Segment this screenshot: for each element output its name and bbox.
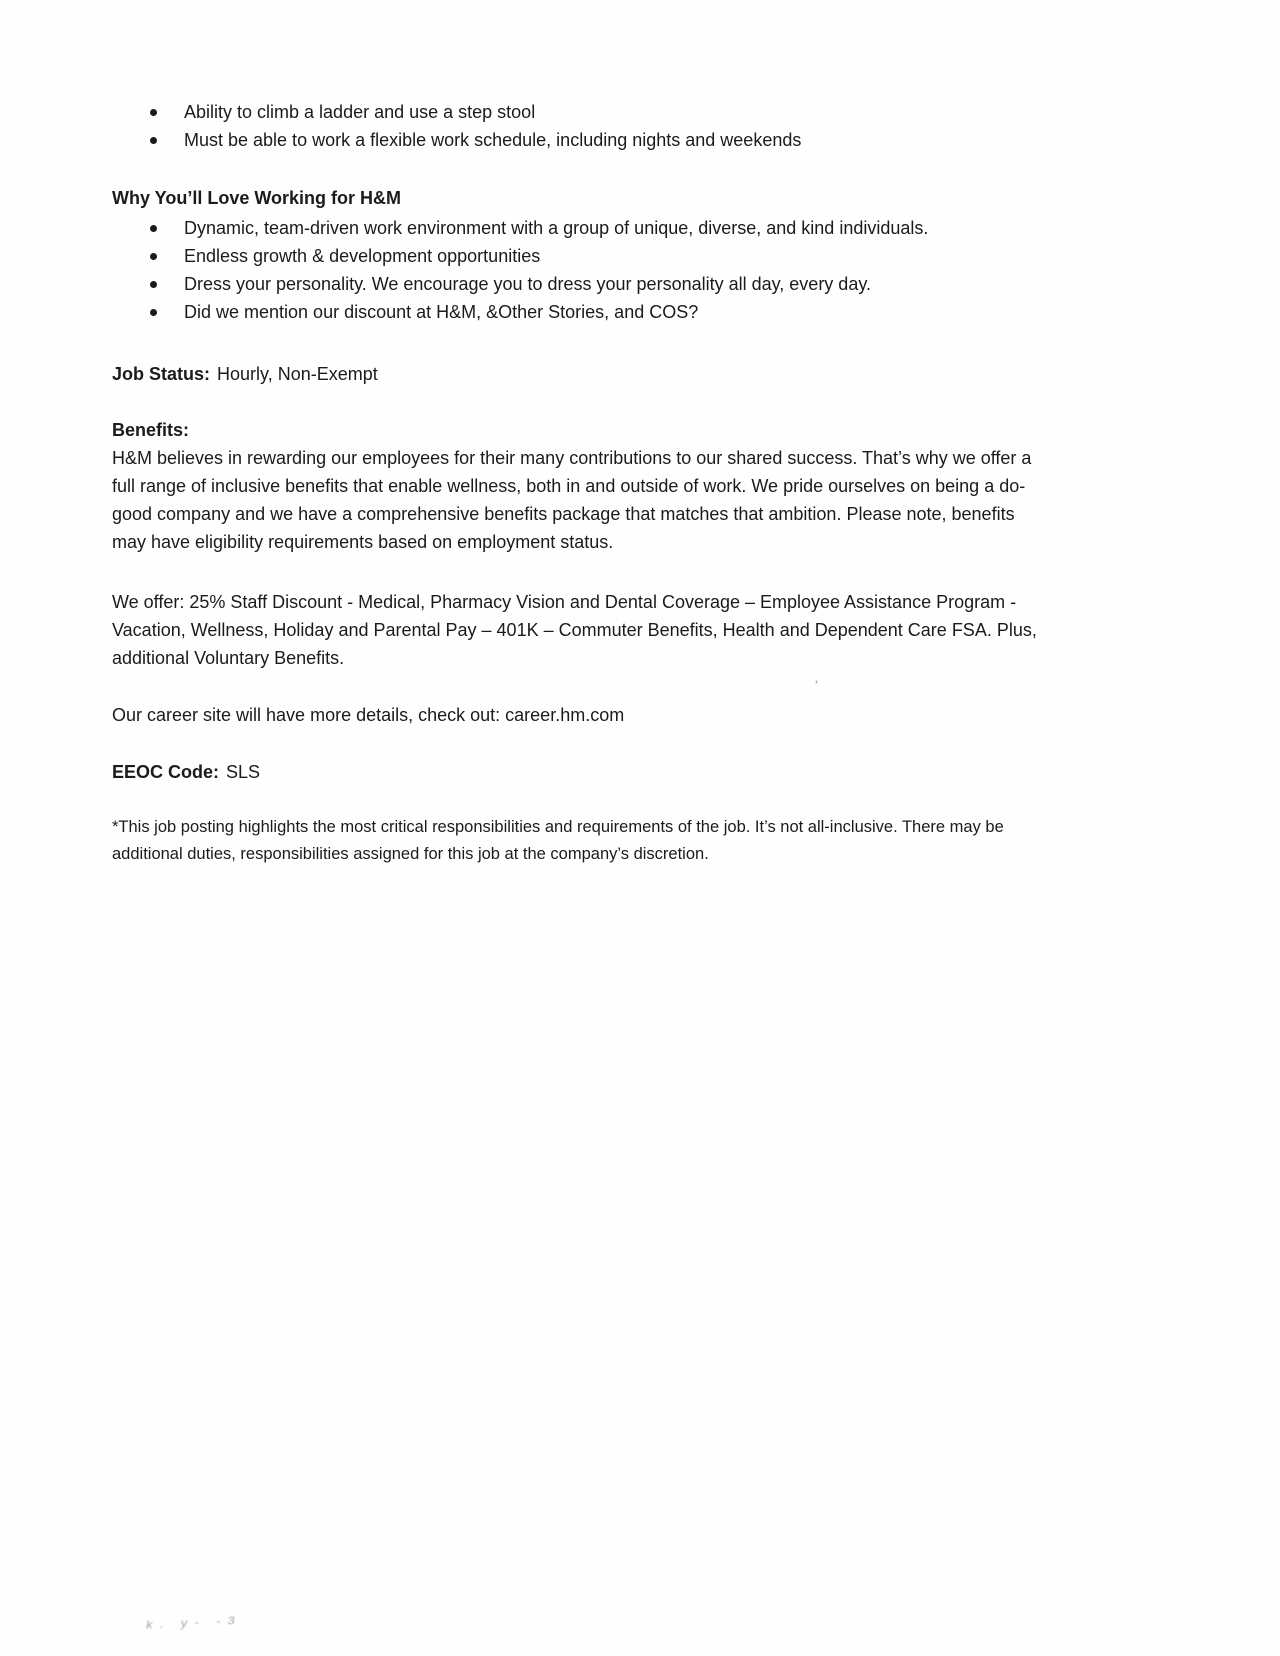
- list-item: [112, 98, 1200, 126]
- handwritten-scribble: k. y- -3: [145, 1613, 243, 1632]
- list-item: [112, 242, 1200, 270]
- section-heading-why-love: Why You’ll Love Working for H&M: [112, 188, 402, 208]
- bullet-dot: [150, 253, 157, 260]
- bullet-dot: [150, 281, 157, 288]
- footnote-line: *This job posting highlights the most critical responsibilities and requirements of the job. It’s not all-inclusive. There may be: [112, 818, 1004, 836]
- job-status-value: Hourly, Non-Exempt: [217, 364, 378, 384]
- list-item: [112, 270, 1200, 298]
- bullet-dot: [150, 225, 157, 232]
- bullet-text: Must be able to work a flexible work schedule, including nights and weekends: [184, 129, 802, 150]
- paragraph-line: Vacation, Wellness, Holiday and Parental Pay – 401K – Commuter Benefits, Health and Dependent Care FSA. Plus,: [112, 620, 1037, 640]
- intro-bullet-list: [112, 98, 1200, 154]
- job-status-line: [112, 360, 1200, 388]
- list-item: [112, 126, 1200, 154]
- paragraph-line: may have eligibility requirements based on employment status.: [112, 532, 614, 552]
- why-love-bullet-list: [112, 214, 1200, 326]
- bullet-dot: [150, 137, 157, 144]
- benefits-section: [112, 416, 1200, 556]
- list-item: [112, 214, 1200, 242]
- job-status-label: Job Status:: [112, 364, 211, 384]
- career-site-line: Our career site will have more details, check out: career.hm.com: [112, 705, 625, 725]
- bullet-text: Ability to climb a ladder and use a step stool: [184, 101, 536, 122]
- footnote-paragraph: [112, 814, 1200, 868]
- bullet-dot: [150, 109, 157, 116]
- bullet-text: Dynamic, team-driven work environment with a group of unique, diverse, and kind individuals.: [184, 217, 929, 238]
- bullet-text: Did we mention our discount at H&M, &Other Stories, and COS?: [184, 301, 699, 322]
- we-offer-paragraph: [112, 588, 1200, 672]
- eeoc-line: [112, 758, 1200, 786]
- eeoc-value: SLS: [226, 762, 261, 782]
- scan-artifact-mark: ʼ: [812, 677, 819, 695]
- document-body: [112, 98, 1200, 868]
- paragraph-line: H&M believes in rewarding our employees for their many contributions to our shared success. That’s why we offer a: [112, 448, 1032, 468]
- paragraph-line: additional Voluntary Benefits.: [112, 648, 345, 668]
- bullet-dot: [150, 309, 157, 316]
- bullet-text: Dress your personality. We encourage you to dress your personality all day, every day.: [184, 273, 871, 294]
- bullet-text: Endless growth & development opportunities: [184, 245, 541, 266]
- paragraph-line: We offer: 25% Staff Discount - Medical, Pharmacy Vision and Dental Coverage – Employee Assistance Program -: [112, 592, 1017, 612]
- footnote-line: additional duties, responsibilities assigned for this job at the company’s discretion.: [112, 845, 709, 863]
- paragraph-line: good company and we have a comprehensive benefits package that matches that ambition. Please note, benefits: [112, 504, 1015, 524]
- paragraph-line: full range of inclusive benefits that enable wellness, both in and outside of work. We pride ourselves on being a do-: [112, 476, 1026, 496]
- eeoc-label: EEOC Code:: [112, 762, 220, 782]
- section-heading-benefits: Benefits:: [112, 420, 190, 440]
- list-item: [112, 298, 1200, 326]
